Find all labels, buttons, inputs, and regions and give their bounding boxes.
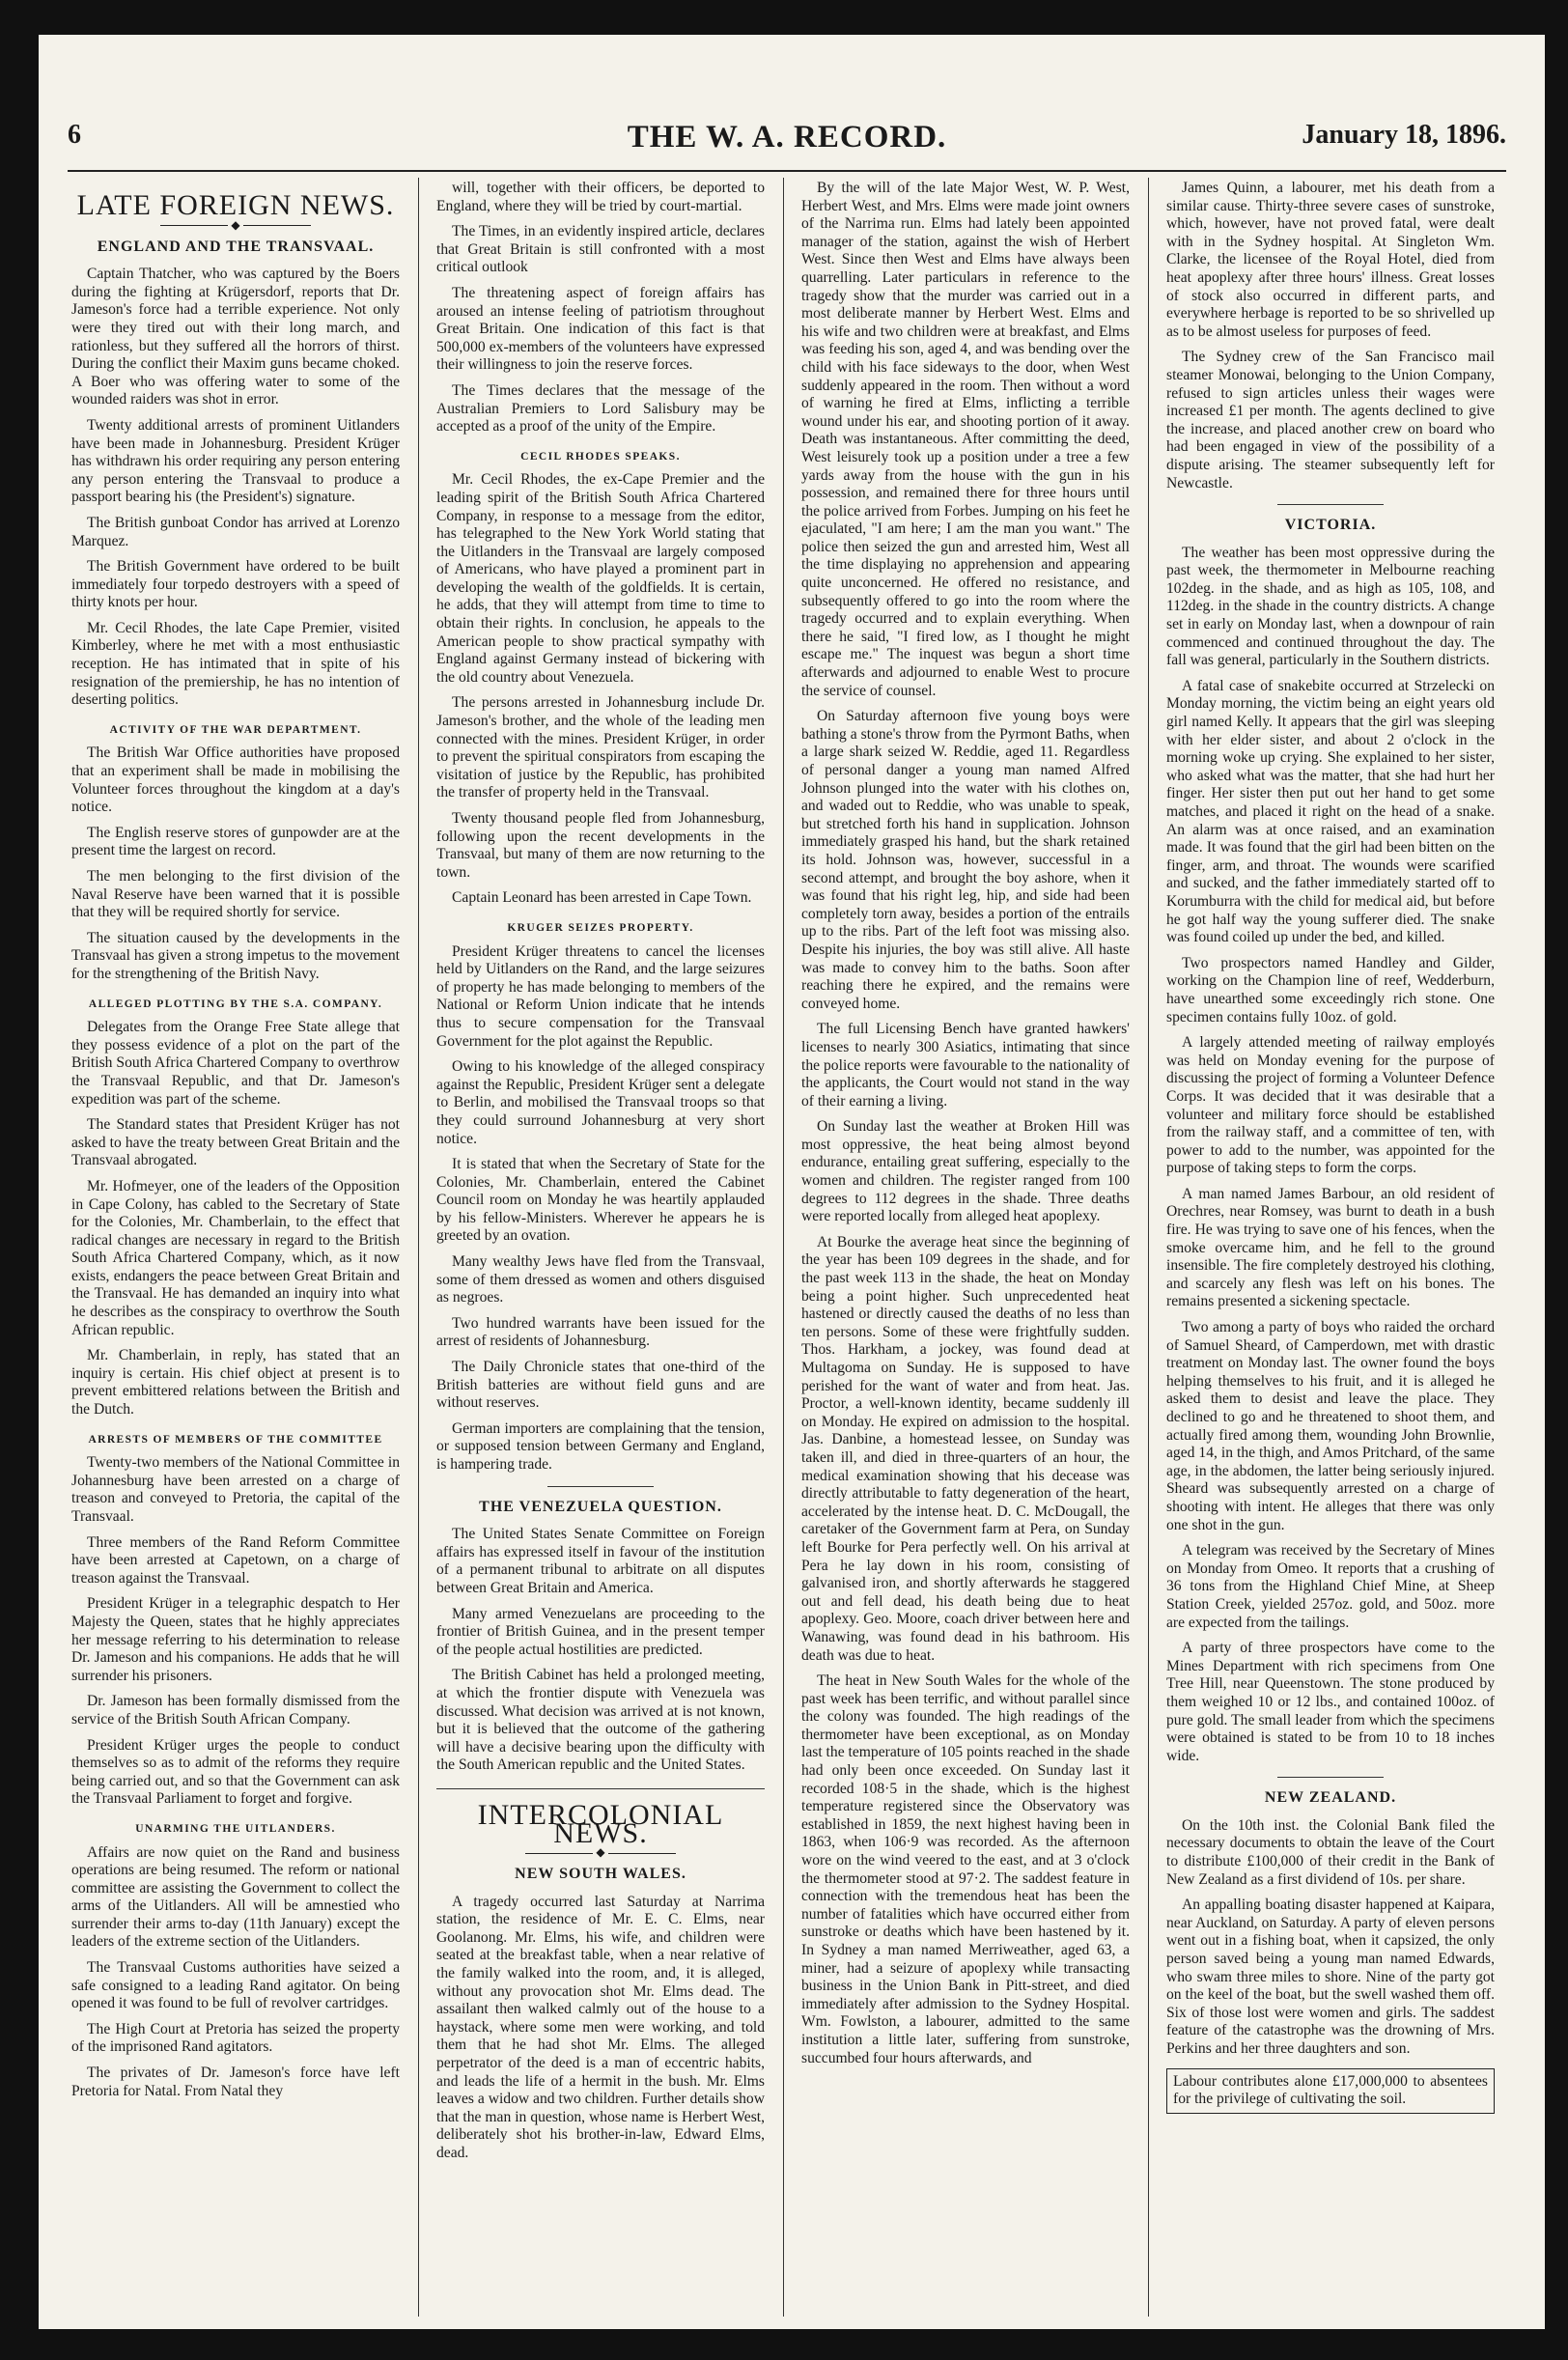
divider	[1277, 1777, 1384, 1778]
page-number: 6	[68, 120, 81, 150]
article-paragraph: The Times declares that the message of the Australian Premiers to Lord Salisbury may be accepted as a proof of the unity of the Empire.	[436, 381, 765, 435]
article-paragraph: The Sydney crew of the San Francisco mail steamer Monowai, belonging to the Union Company, refused to sign articles unless their wages were increased £1 per month. The agents declined to give the increase, and placed another crew on board who had been engaged in view of the possibility of a dispute arising. The steamer subsequently left for Newcastle.	[1166, 349, 1495, 492]
article-paragraph: The Daily Chronicle states that one-third of the British batteries are without field guns and are without reserves.	[436, 1359, 765, 1412]
article-paragraph: The British Cabinet has held a prolonged meeting, at which the frontier dispute with Venezuela was discussed. What decision was arrived at is not known, but it is believed that the outcome of the gathering will have a decisive bearing upon the difficulty with the South American republic and the United States.	[436, 1667, 765, 1774]
column-3	[801, 180, 1130, 2314]
article-paragraph: Two hundred warrants have been issued for the arrest of residents of Johannesburg.	[436, 1314, 765, 1350]
article-paragraph: On Sunday last the weather at Broken Hill was most oppressive, the heat being almost beyond endurance, entailing great suffering, especially to the women and children. The register ranged from 100 degrees to 112 degrees in the shade. Three deaths were reported locally from alleged heat apoplexy.	[801, 1118, 1130, 1225]
article-paragraph: A telegram was received by the Secretary of Mines on Monday from Omeo. It reports that a crushing of 36 tons from the Highland Chief Mine, at Sheep Station Creek, yielded 257oz. gold, and 50oz. more are expected from the tailings.	[1166, 1542, 1495, 1631]
article-paragraph: On Saturday afternoon five young boys were bathing a stone's throw from the Pyrmont Baths, when a large shark seized W. Reddie, aged 11. Regardless of personal danger a young man named Alfred Johnson plunged into the water with his clothes on, and waded out to Reddie, who was unable to speak, but stretched forth his hand in supplication. Johnson immediately grasped his hand, but the shark retained its hold. Johnson was, however, successful in a second attempt, and brought the boy ashore, when it was found that his right leg, hip, and side had been completely torn away, besides a portion of the entrails up to the ribs. Part of the left foot was missing also. Despite his injuries, the boy was still alive. All haste was made to convey him to the baths. Soon after reaching there he expired, and the remains were conveyed home.	[801, 708, 1130, 1012]
divider	[1277, 504, 1384, 505]
boxed-notice-text: Labour contributes alone £17,000,000 to absentees for the privilege of cultivating the soil.	[1173, 2072, 1488, 2108]
section-heading-intercolonial: INTERCOLONIAL NEWS.	[477, 1798, 724, 1849]
subheading: ACTIVITY OF THE WAR DEPARTMENT.	[109, 723, 362, 736]
article-paragraph: Dr. Jameson has been formally dismissed from the service of the British South African Company.	[71, 1693, 400, 1728]
masthead-rule	[68, 170, 1506, 172]
article-paragraph: The weather has been most oppressive during the past week, the thermometer in Melbourne reaching 102deg. in the shade, and as high as 105, 108, and 112deg. in the shade in the country districts. A change set in early on Monday last, when a downpour of rain commenced and continued throughout the day. The fall was general, particularly in the Southern districts.	[1166, 544, 1495, 669]
section-title-nsw: NEW SOUTH WALES.	[515, 1866, 686, 1883]
section-title-new-zealand: NEW ZEALAND.	[1264, 1789, 1397, 1807]
article-paragraph: will, together with their officers, be deported to England, where they will be tried by court-martial.	[436, 180, 765, 214]
article-paragraph: The Standard states that President Krüger has not asked to have the treaty between Great Britain and the Transvaal abrogated.	[71, 1116, 400, 1169]
article-paragraph: The High Court at Pretoria has seized the property of the imprisoned Rand agitators.	[71, 2020, 400, 2056]
article-paragraph: The British Government have ordered to be built immediately four torpedo destroyers with a speed of thirty knots per hour.	[71, 558, 400, 611]
article-paragraph: Mr. Cecil Rhodes, the late Cape Premier, visited Kimberley, where he met with a most enthusiastic reception. He has intimated that in spite of his resignation of the premiership, he has no intention of deserting politics.	[71, 619, 400, 709]
article-paragraph: A man named James Barbour, an old resident of Orechres, near Romsey, was burnt to death in a bush fire. He was trying to save one of his fences, when the smoke overcame him, and he fell to the ground insensible. The fire completely destroyed his clothing, and scarcely any flesh was left on his bones. The remains presented a sickening spectacle.	[1166, 1185, 1495, 1310]
subheading: ARRESTS OF MEMBERS OF THE COMMITTEE	[88, 1433, 383, 1446]
newspaper-title: THE W. A. RECORD.	[627, 120, 947, 155]
newspaper-page	[39, 35, 1545, 2329]
article-paragraph: Twenty additional arrests of prominent Uitlanders have been made in Johannesburg. President Krüger has withdrawn his order requiring any person entering any person entering the Transvaal to produce a passport bearing his (the President's) signature.	[71, 416, 400, 506]
section-heading-foreign: LATE FOREIGN NEWS.	[76, 189, 395, 221]
article-paragraph: It is stated that when the Secretary of State for the Colonies, Mr. Chamberlain, entered the Cabinet Council room on Monday he was heartily applauded by his fellow-Ministers. Wherever he appears he is greeted by an ovation.	[436, 1156, 765, 1245]
article-paragraph: A party of three prospectors have come to the Mines Department with rich specimens from One Tree Hill, near Queenstown. The stone produced by them weighed 10 or 12 lbs., and contained 100oz. of pure gold. The small leader from which the specimens were obtained is stated to be from 10 to 18 inches wide.	[1166, 1640, 1495, 1764]
article-paragraph: The full Licensing Bench have granted hawkers' licenses to nearly 300 Asiatics, intimating that since the police reports were favourable to the nationality of the applicants, the Court would not stand in the way of their earning a living.	[801, 1021, 1130, 1110]
column-4	[1166, 180, 1495, 2314]
article-paragraph: The privates of Dr. Jameson's force have left Pretoria for Natal. From Natal they	[71, 2065, 400, 2099]
article-paragraph: On the 10th inst. the Colonial Bank filed the necessary documents to obtain the leave of the Court to distribute £100,000 of their credit in the Bank of New Zealand as a first dividend of 10s. per share.	[1166, 1816, 1495, 1888]
section-title-venezuela: THE VENEZUELA QUESTION.	[479, 1498, 722, 1515]
article-paragraph: By the will of the late Major West, W. P. West, Herbert West, and Mrs. Elms were made joint owners of the Narrima run. Elms had lately been appointed manager of the station, against the wish of Herbert West. Since then West and Elms have always been quarrelling. Later particulars in reference to the tragedy show that the murder was carried out in a most deliberate manner by Herbert West. Elms and his wife and two children were at breakfast, and Elms was feeding his son, aged 4, and was bending over the child with his face sideways to the door, when West suddenly appeared in the room. Then without a word of warning he fired at Elms, inflicting a terrible wound under his ear, and shooting portion of it away. Death was instantaneous. After committing the deed, West leisurely took up a position under a tree a few yards away from the house with the gun in his possession, and remained there for three hours until the police arrived from Forbes. Jumping on his feet he ejaculated, "I am here; I am the man you want." The police then seized the gun and arrested him, West all the time displaying no apprehension and appearing quite unconcerned. He offered no resistance, and subsequently offered to go into the room where the tragedy occurred and to explain everything. When there he said, "I fired low, as I thought he might escape me." The inquest was begun a short time afterwards and adjourned to enable West to procure the service of counsel.	[801, 180, 1130, 699]
column-2	[436, 180, 765, 2314]
article-paragraph: The British gunboat Condor has arrived at Lorenzo Marquez.	[71, 514, 400, 549]
article-paragraph: Twenty thousand people fled from Johannesburg, following upon the recent developments in the Transvaal, but many of them are now returning to the town.	[436, 810, 765, 881]
article-paragraph: Captain Thatcher, who was captured by the Boers during the fighting at Krügersdorf, reports that Dr. Jameson's force had a terrible experience. Not only were they tired out with their long march, and rationless, but they suffered all the horrors of thirst. During the conflict their Maxim guns became choked. A Boer who was offering water to some of the wounded raiders was shot in error.	[71, 266, 400, 408]
article-paragraph: James Quinn, a labourer, met his death from a similar cause. Thirty-three severe cases of sunstroke, which, however, have not proved fatal, were dealt with in the Sydney hospital. At Singleton Wm. Clarke, the licensee of the Royal Hotel, died from heat apoplexy after three hours' illness. Great losses of stock also occurred in different parts, and everywhere herbage is reported to be so shrivelled up as to be almost useless for purposes of feed.	[1166, 180, 1495, 340]
article-paragraph: Delegates from the Orange Free State allege that they possess evidence of a plot on the part of the British South Africa Chartered Company to overthrow the Transvaal Republic, and that Dr. Jameson's expedition was part of the scheme.	[71, 1019, 400, 1108]
section-title-victoria: VICTORIA.	[1284, 517, 1377, 534]
subheading: UNARMING THE UITLANDERS.	[135, 1822, 336, 1835]
article-paragraph: The situation caused by the developments in the Transvaal has given a strong impetus to the movement for the strengthening of the British Navy.	[71, 929, 400, 982]
article-paragraph: Twenty-two members of the National Committee in Johannesburg have been arrested on a charge of treason and conveyed to Pretoria, the capital of the Transvaal.	[71, 1454, 400, 1525]
masthead	[68, 120, 1506, 166]
issue-date: January 18, 1896.	[1302, 120, 1506, 150]
boxed-notice	[1166, 2068, 1495, 2114]
article-paragraph: German importers are complaining that the tension, or supposed tension between Germany and England, is hampering trade.	[436, 1419, 765, 1473]
article-paragraph: Owing to his knowledge of the alleged conspiracy against the Republic, President Krüger sent a delegate to Berlin, and mobilised the Transvaal troops so that they could surround Johannesburg at very short notice.	[436, 1058, 765, 1147]
column-divider	[783, 178, 784, 2317]
article-paragraph: The heat in New South Wales for the whole of the past week has been terrific, and without parallel since the colony was founded. The high readings of the thermometer have been exceptional, as on Monday last the temperature of 105 points reached in the shade had only been once exceeded. On Sunday last it recorded 108·5 in the shade, which is the highest temperature registered since the Observatory was established in 1859, the next highest having been in 1863, when 106·9 was recorded. As the afternoon wore on the wind veered to the east, and at 3 o'clock the thermometer stood at 97·2. The saddest feature in connection with the tremendous heat has been the number of fatalities which have occurred either from sunstroke or deaths which have been hastened by it. In Sydney a man named Merriweather, aged 63, a miner, had a seizure of apoplexy while transacting business in the Union Bank in Pitt-street, and died immediately after admission to the Sydney Hospital. Wm. Fowlston, a labourer, admitted to the same institution a little later, suffering from sunstroke, succumbed four hours afterwards, and	[801, 1672, 1130, 2066]
article-paragraph: Three members of the Rand Reform Committee have been arrested at Capetown, on a charge of treason against the Transvaal.	[71, 1533, 400, 1587]
article-paragraph: The persons arrested in Johannesburg include Dr. Jameson's brother, and the whole of the leading men connected with the mines. President Krüger, in order to prevent the spiritual conspirators from escaping the visitation of justice by the Republic, has prohibited the transfer of property held in the Transvaal.	[436, 694, 765, 801]
article-paragraph: Two among a party of boys who raided the orchard of Samuel Sheard, of Camperdown, met with drastic treatment on Monday last. The owner found the boys helping themselves to his fruit, and it is alleged he asked them to desist and leave the place. They declined to go and he threatened to shoot them, and actually fired among them, wounding John Brownlie, aged 14, in the thigh, and Amos Pritchard, of the same age, in the abdomen, the latter being seriously injured. Sheard was subsequently arrested on a charge of shooting with intent. He alleges that there was only one shot in the gun.	[1166, 1319, 1495, 1533]
article-paragraph: An appalling boating disaster happened at Kaipara, near Auckland, on Saturday. A party of eleven persons went out in a fishing boat, when it capsized, the only person saved being a young man named Edwards, who swam three miles to shore. Nine of the party got on the keel of the boat, but the swell washed them off. Six of those lost were women and girls. The saddest feature of the catastrophe was the drowning of Mrs. Perkins and her three daughters and son.	[1166, 1896, 1495, 2057]
divider	[547, 1486, 654, 1487]
article-paragraph: Two prospectors named Handley and Gilder, working on the Champion line of reef, Wedderburn, have unearthed some exceedingly rich stone. One specimen contains fully 10oz. of gold.	[1166, 954, 1495, 1025]
article-paragraph: Many armed Venezuelans are proceeding to the frontier of British Guinea, and in the present temper of the people actual hostilities are predicted.	[436, 1605, 765, 1658]
article-paragraph: At Bourke the average heat since the beginning of the year has been 109 degrees in the shade, and for the past week 113 in the shade, the heat on Monday being a point higher. Such unprecedented heat hastened or directly caused the deaths of no less than ten persons. Some of these were frightfully sudden. Thos. Harkham, a jockey, was found dead at Multagoma on Sunday. He is supposed to have perished for the want of water and from heat. Jas. Proctor, a well-known identity, became suddenly ill on Monday. He expired on admission to the hospital. Jas. Danbine, a homestead lessee, on Sunday was taken ill, and died in three-quarters of an hour, the medical examination showing that his decease was directly attributable to fatty degeneration of the heart, accelerated by the intense heat. D. C. McDougall, the caretaker of the Government farm at Pera, on Sunday left Bourke for Pera perfectly well. On his arrival at Pera he lay down in his room, consisting of galvanised iron, and shortly afterwards he staggered out and fell dead, his death being due to heat apoplexy. Geo. Moore, coach driver between here and Wanawing, was found dead in his bathroom. His death was due to heat.	[801, 1233, 1130, 1664]
article-paragraph: Mr. Chamberlain, in reply, has stated that an inquiry is certain. His chief object at present is to prevent embittered relations between the British and the Dutch.	[71, 1347, 400, 1419]
article-paragraph: The threatening aspect of foreign affairs has aroused an intense feeling of patriotism throughout Great Britain. One indication of this fact is that 500,000 ex-members of the volunteers have expressed their willingness to join the reserve forces.	[436, 284, 765, 374]
article-paragraph: President Krüger in a telegraphic despatch to Her Majesty the Queen, states that he highly appreciates her message referring to his determination to release Dr. Jameson and his companions. He adds that he will surrender his prisoners.	[71, 1595, 400, 1684]
column-divider	[1148, 178, 1149, 2317]
article-paragraph: Mr. Cecil Rhodes, the ex-Cape Premier and the leading spirit of the British South Africa Chartered Company, in response to a message from the editor, has telegraphed to the New York World stating that the Uitlanders in the Transvaal are largely composed of Americans, who have played a prominent part in developing the wealth of the goldfields. It is certain, he adds, that they will attempt from time to time to obtain their rights. In conclusion, he appeals to the American people to show practical sympathy with England against Germany instead of bickering with the old country about Venezuela.	[436, 471, 765, 686]
column-1	[71, 180, 400, 2314]
subheading: ALLEGED PLOTTING BY THE S.A. COMPANY.	[88, 997, 383, 1010]
section-title-transvaal: ENGLAND AND THE TRANSVAAL.	[97, 238, 375, 255]
article-paragraph: A tragedy occurred last Saturday at Narrima station, the residence of Mr. E. C. Elms, near Goolanong. Mr. Elms, his wife, and children were seated at the breakfast table, when a near relative of the family walked into the room, and, it is alleged, without any provocation shot Mr. Elms dead. The assailant then walked calmly out of the house to a haystack, where some men were working, and told them that he had shot Mr. Elms. The alleged perpetrator of the deed is a man of eccentric habits, and leads the life of a hermit in the bush. Mr. Elms leaves a widow and two children. Further details show that the man in question, whose name is Herbert West, deliberately shot his brother-in-law, Edward Elms, dead.	[436, 1893, 765, 2161]
article-paragraph: The English reserve stores of gunpowder are at the present time the largest on record.	[71, 824, 400, 859]
subheading: KRUGER SEIZES PROPERTY.	[507, 921, 694, 934]
divider	[436, 1788, 765, 1789]
article-paragraph: The men belonging to the first division of the Naval Reserve have been warned that it is possible that they will be required shortly for service.	[71, 868, 400, 921]
article-paragraph: The Times, in an evidently inspired article, declares that Great Britain is still confronted with a most critical outlook	[436, 223, 765, 276]
article-paragraph: The Transvaal Customs authorities have seized a safe consigned to a leading Rand agitator. On being opened it was found to be full of revolver cartridges.	[71, 1959, 400, 2012]
article-paragraph: Captain Leonard has been arrested in Cape Town.	[452, 889, 752, 907]
article-paragraph: President Krüger urges the people to conduct themselves so as to admit of the reforms they require being carried out, and so that the Government can ask the Transvaal Parliament to forget and forgive.	[71, 1736, 400, 1808]
subheading: CECIL RHODES SPEAKS.	[520, 450, 681, 463]
column-divider	[418, 178, 419, 2317]
article-paragraph: Many wealthy Jews have fled from the Transvaal, some of them dressed as women and others disguised as negroes.	[436, 1253, 765, 1306]
article-paragraph: The United States Senate Committee on Foreign affairs has expressed itself in favour of the institution of a permanent tribunal to arbitrate on all disputes between Great Britain and America.	[436, 1526, 765, 1596]
article-paragraph: A fatal case of snakebite occurred at Strzelecki on Monday morning, the victim being an eight years old girl named Kelly. It appears that the girl was sleeping with her elder sister, and about 2 o'clock in the morning woke up crying. She explained to her sister, who asked what was the matter, that she had hurt her finger. Her sister then put out her hand to get some matches, and placed it right on the head of a snake. An alarm was at once raised, and an examination made. It was found that the girl had been bitten on the finger, arm, and throat. The wounds were scarified and sucked, and the father immediately started off to Korumburra with the child for medical aid, but before he got half way the young sufferer died. The snake was found coiled up under the bed, and killed.	[1166, 677, 1495, 946]
ornament-rule: ◆	[436, 1846, 765, 1858]
article-paragraph: President Krüger threatens to cancel the licenses held by Uitlanders on the Rand, and the large seizures of property he has made belonging to members of the National or Reform Union indicate that he intends thus to secure compensation for the Transvaal Government for the plot against the Republic.	[436, 942, 765, 1050]
ornament-rule: ◆	[71, 219, 400, 231]
article-paragraph: A largely attended meeting of railway employés was held on Monday evening for the purpose of discussing the project of forming a Volunteer Defence Corps. It was decided that it was desirable that a volunteer and military force should be established from the railway staff, and a committee of ten, with power to add to the number, was appointed for the purpose of taking steps to form the corps.	[1166, 1034, 1495, 1177]
article-paragraph: The British War Office authorities have proposed that an experiment shall be made in mobilising the Volunteer forces throughout the kingdom at a day's notice.	[71, 745, 400, 816]
article-paragraph: Affairs are now quiet on the Rand and business operations are being resumed. The reform or national committee are assisting the Government to collect the arms of the Uitlanders. All will be amnestied who surrender their arms to-day (11th January) except the leaders of the extreme section of the Uitlanders.	[71, 1843, 400, 1951]
article-paragraph: Mr. Hofmeyer, one of the leaders of the Opposition in Cape Colony, has cabled to the Secretary of State for the Colonies, Mr. Chamberlain, to the effect that radical changes are necessary in regard to the British South Africa Chartered Company, which, as it now exists, endangers the peace between Great Britain and the Transvaal. He has demanded an inquiry into what he describes as the conspiracy to overthrow the South African republic.	[71, 1177, 400, 1338]
